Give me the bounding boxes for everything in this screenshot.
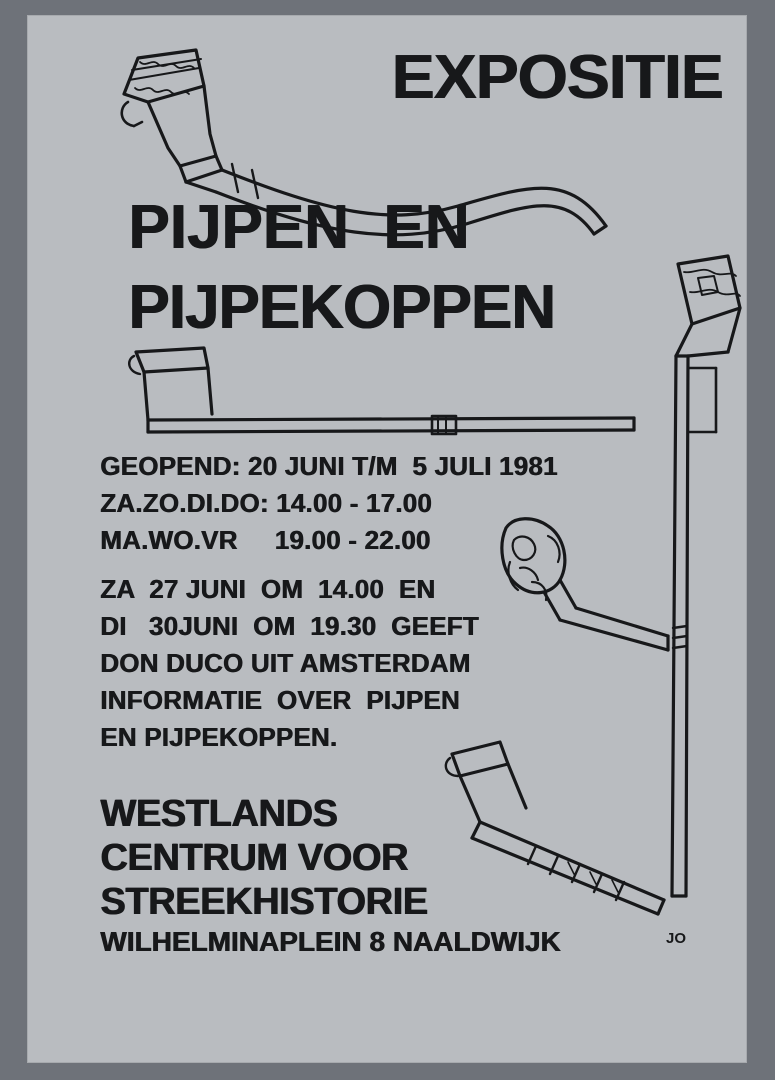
info-spacer [100,559,660,571]
info-line-hours-1: ZA.ZO.DI.DO: 14.00 - 17.00 [100,488,432,518]
poster-sheet [28,16,746,1062]
venue-line-1: WESTLANDS [100,793,338,835]
program-line-5: EN PIJPEKOPPEN. [100,722,338,752]
pipe-long-straight [129,348,634,434]
venue-line-3: STREEKHISTORIE [100,881,428,923]
info-line-hours-2: MA.WO.VR 19.00 - 22.00 [100,525,431,555]
poster-title: EXPOSITIE [390,43,722,112]
info-block [100,448,660,756]
program-line-2: DI 30JUNI OM 19.30 GEEFT [100,611,479,641]
pipe-bottom-angled [446,742,664,914]
program-line-3: DON DUCO UIT AMSTERDAM [100,648,471,678]
headline-line-1: PIJPEN EN [128,193,470,262]
headline-line-2: PIJPEKOPPEN [128,273,555,342]
venue-address: WILHELMINAPLEIN 8 NAALDWIJK [100,926,561,957]
poster-content [28,16,746,1062]
venue-line-2: CENTRUM VOOR [100,837,408,879]
info-line-opening: GEOPEND: 20 JUNI T/M 5 JULI 1981 [100,451,558,481]
artist-signature: JO [666,930,687,947]
program-line-1: ZA 27 JUNI OM 14.00 EN [100,574,436,604]
program-line-4: INFORMATIE OVER PIJPEN [100,685,460,715]
pipe-vertical-right [672,256,740,896]
venue-block [100,792,427,924]
